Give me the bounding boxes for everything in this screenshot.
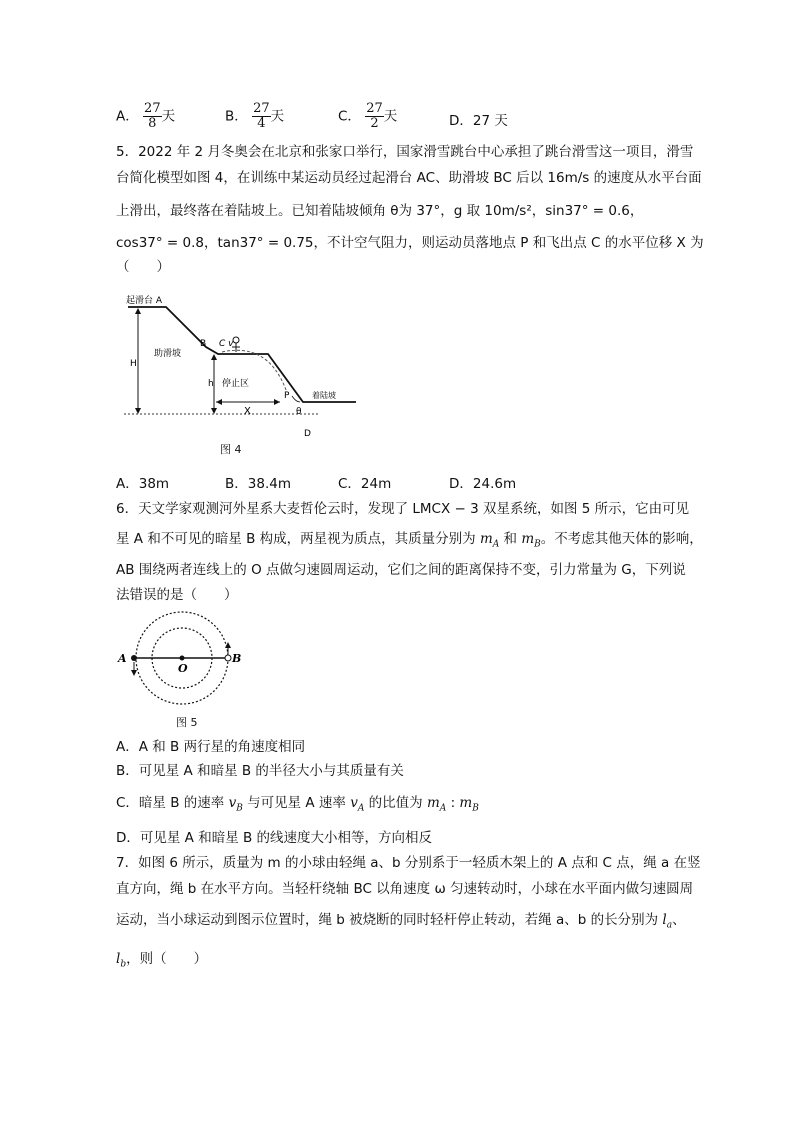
fraction: $\frac{27}{2}$ bbox=[366, 101, 383, 131]
center-O-dot bbox=[180, 656, 185, 661]
option-letter: A． bbox=[116, 108, 139, 125]
unit: 天 bbox=[161, 108, 176, 125]
label-ramp: 助滑坡 bbox=[154, 349, 182, 359]
label-start-platform: 起滑台 A bbox=[126, 296, 163, 306]
q7-line-3: 运动，当小球运动到图示位置时，绳 b 被烧断的同时轻杆停止转动，若绳 a、b 的长分别为 $l_a$、 bbox=[116, 912, 686, 931]
q5-line-1: 5．2022 年 2 月冬奥会在北京和张家口举行，国家滑雪跳台中心承担了跳台滑雪这一项目，滑雪 bbox=[116, 144, 694, 160]
label-X: X bbox=[244, 406, 251, 417]
q6-option-b: B．可见星 A 和暗星 B 的半径大小与其质量有关 bbox=[116, 763, 404, 779]
figure-5-diagram bbox=[114, 610, 244, 710]
q5-option-a: A．38m bbox=[116, 476, 170, 492]
label-theta: θ bbox=[296, 407, 302, 417]
q6-line-1: 6．天文学家观测河外星系大麦哲伦云时，发现了 LMCX − 3 双星系统，如图 5 所示，它由可见 bbox=[116, 501, 690, 517]
star-A-dot bbox=[131, 655, 137, 661]
option-letter: C． bbox=[338, 108, 361, 125]
label-H: H bbox=[130, 359, 137, 369]
q7-line-1: 7．如图 6 所示，质量为 m 的小球由轻绳 a、b 分别系于一轻质木架上的 A 点和 C 点，绳 a 在竖 bbox=[116, 855, 701, 871]
label-point-P: P bbox=[284, 391, 290, 401]
q6-option-a: A．A 和 B 两行星的角速度相同 bbox=[116, 739, 306, 755]
q6-line-3: AB 围绕两者连线上的 O 点做匀速圆周运动，它们之间的距离保持不变，引力常量为 G，下列说 bbox=[116, 562, 686, 578]
q5-line-5: （ ） bbox=[116, 259, 170, 275]
unit: 天 bbox=[383, 108, 398, 125]
unit: 天 bbox=[270, 108, 285, 125]
figure-4-diagram bbox=[118, 292, 368, 442]
label-B: B bbox=[232, 652, 242, 665]
q6-option-d: D．可见星 A 和暗星 B 的线速度大小相等，方向相反 bbox=[116, 830, 433, 846]
label-landing-slope: 着陆坡 bbox=[312, 391, 336, 400]
q7-line-4: $l_b$，则（ ） bbox=[116, 951, 208, 970]
q4-option-d: D．27 天 bbox=[449, 113, 508, 129]
label-A: A bbox=[118, 652, 127, 665]
figure-5-caption: 图 5 bbox=[176, 716, 198, 729]
q5-line-2: 台简化模型如图 4，在训练中某运动员经过起滑台 AC、助滑坡 BC 后以 16m/s 的速度从水平台面 bbox=[116, 170, 702, 186]
q5-option-d: D．24.6m bbox=[449, 476, 517, 492]
label-h: h bbox=[208, 379, 214, 389]
q5-option-c: C．24m bbox=[338, 476, 392, 492]
label-stop-zone: 停止区 bbox=[222, 379, 250, 389]
fraction: $\frac{27}{8}$ bbox=[144, 101, 161, 131]
q6-line-2: 星 A 和不可见的暗星 B 构成，两星视为质点，其质量分别为 $m_A$ 和 $m_B$。不考虑其他天体的影响， bbox=[116, 531, 703, 550]
label-O: O bbox=[178, 662, 188, 675]
q6-line-4: 法错误的是（ ） bbox=[116, 587, 238, 603]
q4-option-c bbox=[338, 102, 397, 131]
q5-option-b: B．38.4m bbox=[225, 476, 291, 492]
q5-line-4: cos37° = 0.8，tan37° = 0.75，不计空气阻力，则运动员落地点 P 和飞出点 C 的水平位移 X 为 bbox=[116, 235, 704, 251]
figure-4-caption: 图 4 bbox=[220, 443, 242, 456]
q4-option-a bbox=[116, 102, 175, 131]
label-point-C: C v bbox=[219, 339, 234, 349]
star-B-dot bbox=[225, 655, 231, 661]
fraction: $\frac{27}{4}$ bbox=[253, 101, 270, 131]
q6-option-c: C．暗星 B 的速率 $v_B$ 与可见星 A 速率 $v_A$ 的比值为 $m_A$ : $m_B$ bbox=[116, 795, 479, 814]
label-point-D: D bbox=[304, 429, 311, 439]
option-letter: B． bbox=[225, 108, 248, 125]
q5-line-3: 上滑出，最终落在着陆坡上。已知着陆坡倾角 θ为 37°，g 取 10m/s²，sin37° = 0.6， bbox=[116, 203, 644, 219]
q7-line-2: 直方向，绳 b 在水平方向。当轻杆绕轴 BC 以角速度 ω 匀速转动时，小球在水平面内做匀速圆周 bbox=[116, 881, 694, 897]
q4-option-b bbox=[225, 102, 284, 131]
skier-icon bbox=[233, 337, 239, 343]
label-point-B: B bbox=[200, 339, 207, 349]
